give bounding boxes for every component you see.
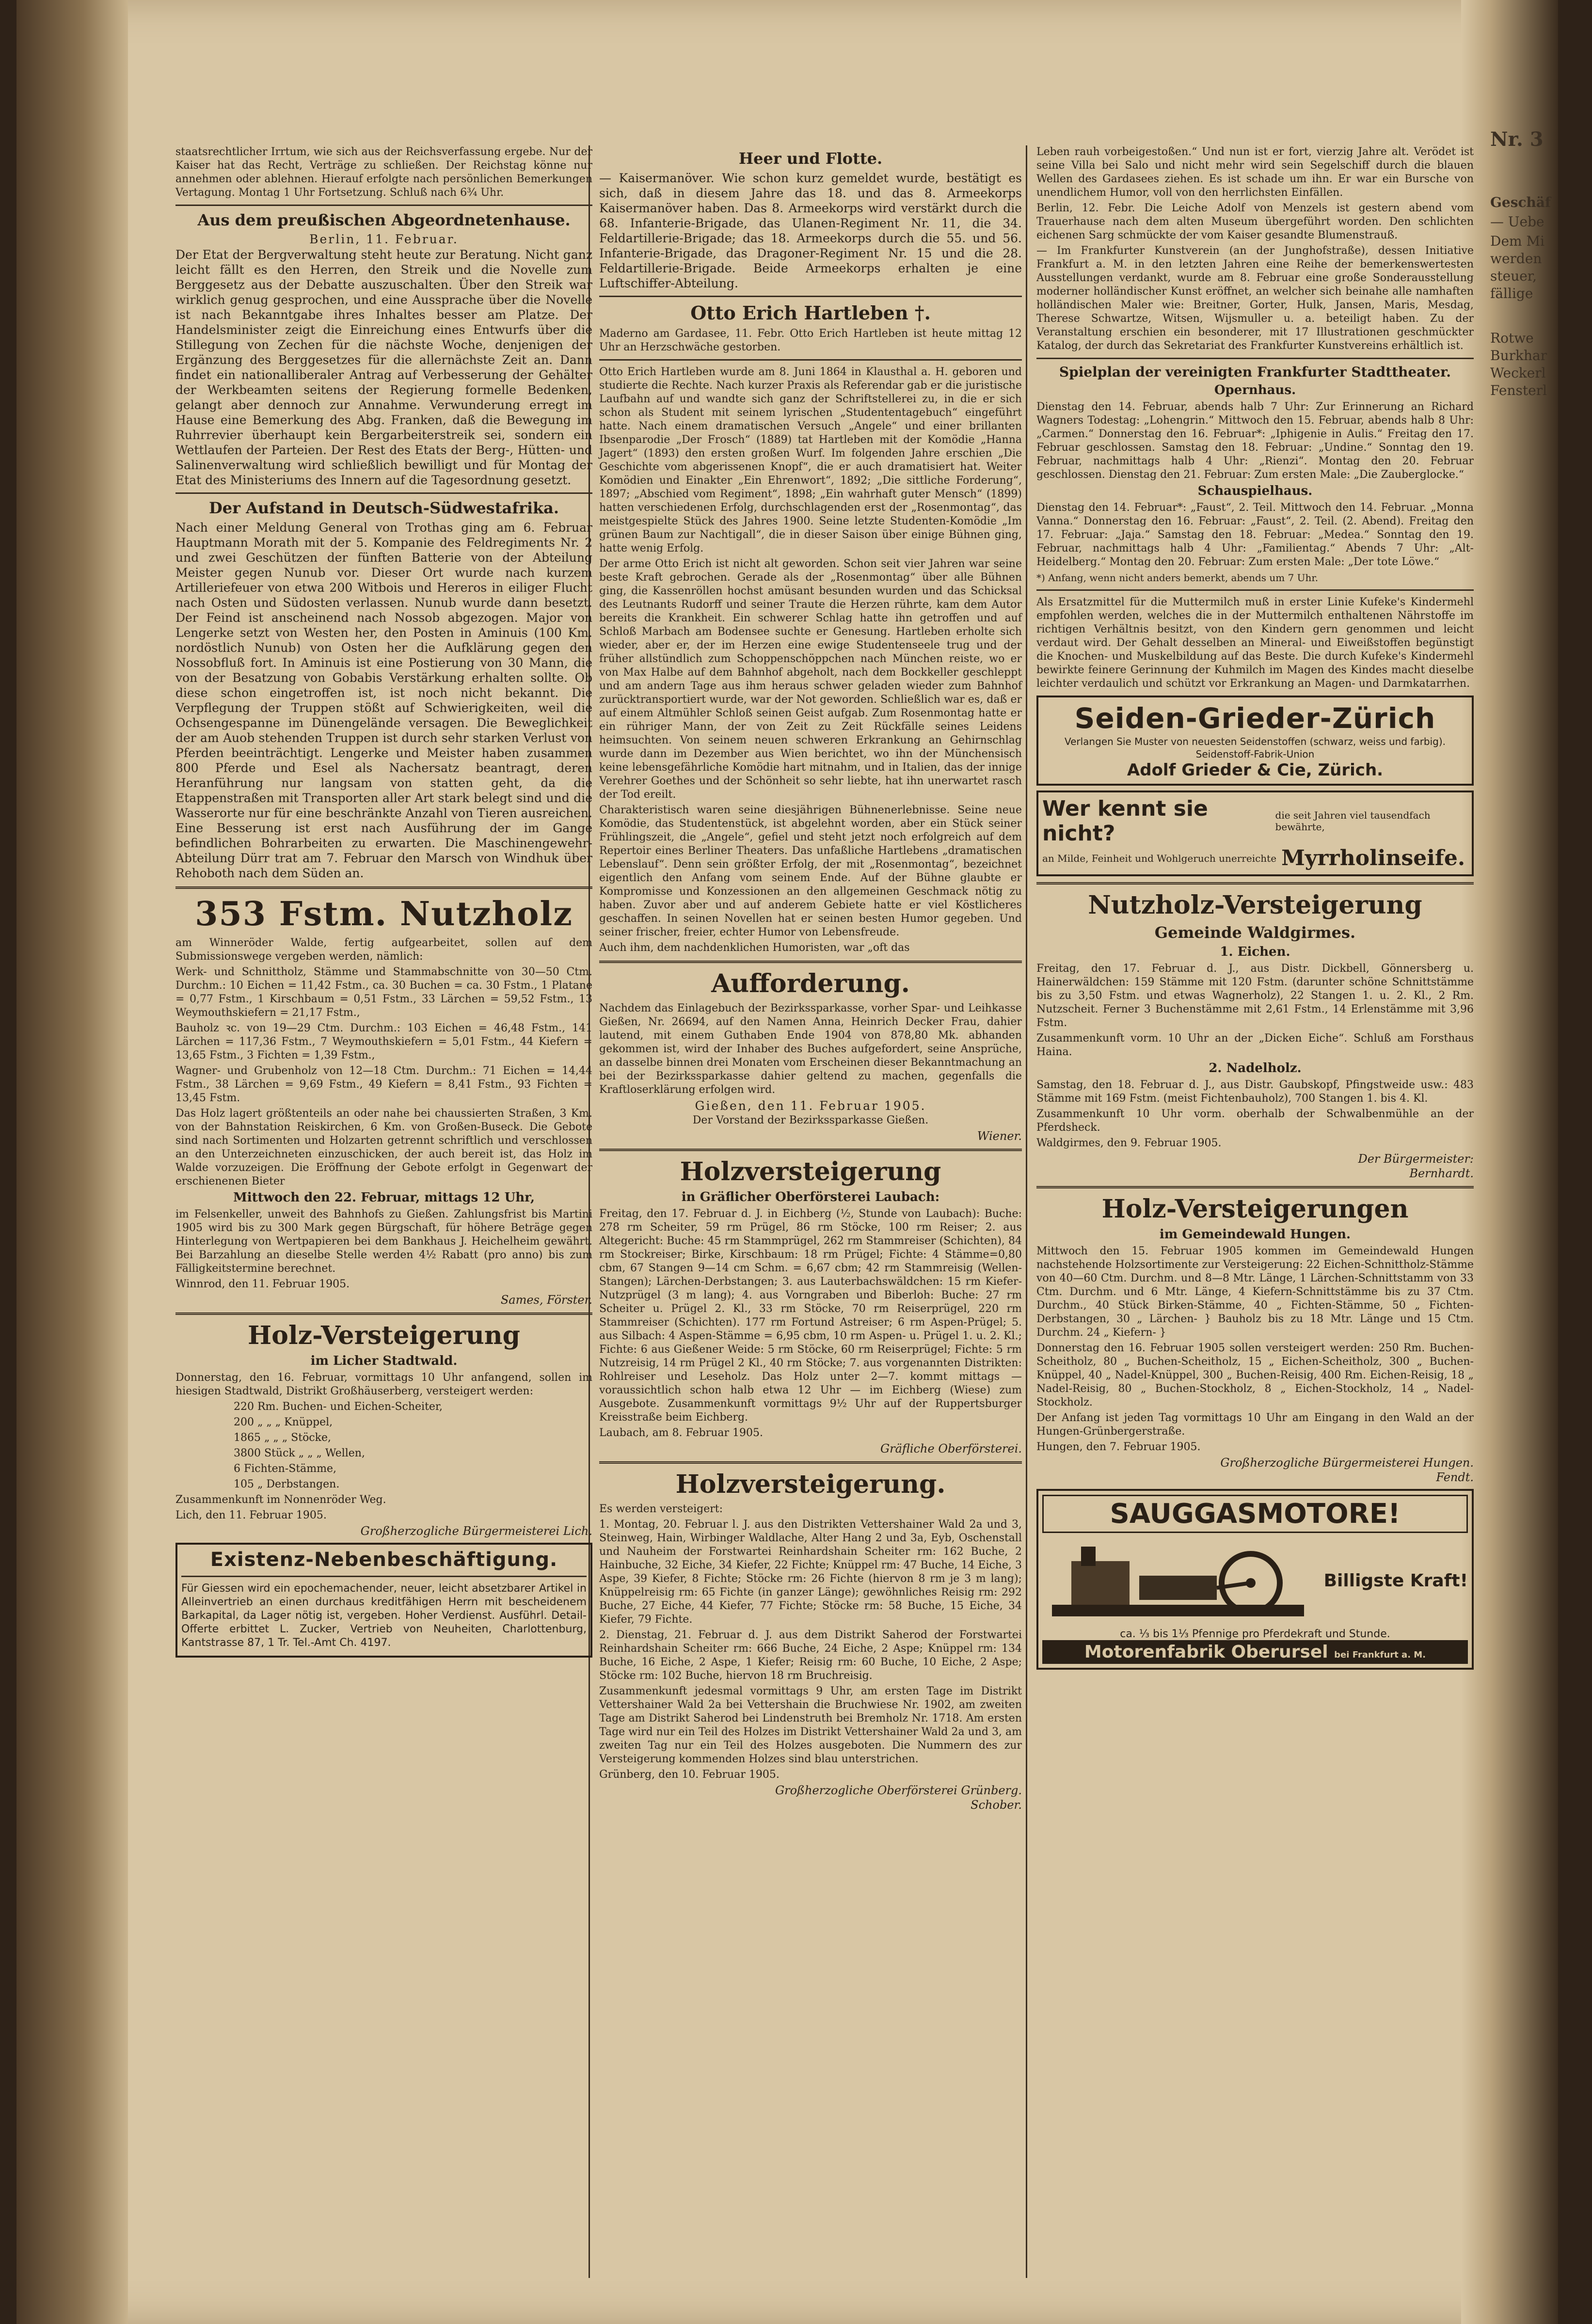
ad-body: Samstag, den 18. Februar d. J., aus Distr. Gaubskopf, Pfingstweide usw.: 483 Stämme mit 169 Fstm. (meist Fichtenbauholz), 700 Stangen 1. bis 4. Kl. (1036, 1079, 1474, 1105)
strip-fragment: Dem Mi (1490, 233, 1545, 249)
article-body: Dienstag den 14. Februar*: „Faust“, 2. Teil. Mittwoch den 14. Februar. „Monna Vanna.“ Donnerstag den 16. Februar: „Faust“, 2. Teil. (2. Abend). Freitag den 17. Februar: „Jaja.“ Samstag den 18. Februar: „Medea.“ Sonntag den 19. Februar, nachmittags halb 4 Uhr: „Familientag.“ Abends 7 Uhr: „Alt-Heidelberg.“ Montag den 20. Februar: Zum ersten Male: „Der tote Löwe.“ (1036, 502, 1474, 568)
newspaper-page (16, 0, 1558, 2324)
divider (181, 1576, 587, 1577)
divider (175, 1312, 592, 1315)
article-heading: Heer und Flotte. (738, 149, 883, 168)
ad-signature: Großherzogliche Bürgermeisterei Hungen. (1220, 1456, 1474, 1470)
item-list (175, 1400, 592, 1491)
divider (175, 205, 592, 206)
ad-tagline: Billigste Kraft! (1323, 1570, 1468, 1591)
ad-body: 1. Montag, 20. Februar l. J. aus den Distrikten Vettershainer Wald 2a und 3, Steinweg, Hain, Wirbinger Waldlache, Alter Hang 2 und 3a, Eyb, Oschenstall und Nauheim der Forstwartei Reinhardshain Scheiter rm: 162 Buche, 2 Hainbuche, 32 Eiche, 34 Kiefer, 22 Fichte; Knüppel rm: 47 Buche, 14 Eiche, 3 Aspe, 39 Kiefer, 8 Fichte; Stöcke rm: 26 Fichte (hiervon 8 rm je 3 m lang); Knüppelreisig rm: 65 Fichte (in ganzer Länge); gewöhnliches Reisig rm: 292 Buche, 27 Eiche, 44 Kiefer, 77 Fichte; Stöcke rm: 58 Buche, 15 Eiche, 34 Kiefer, 79 Fichte. (599, 1518, 1022, 1626)
ad-body: Zusammenkunft 10 Uhr vorm. oberhalb der Schwalbenmühle an der Pferdsheck. (1036, 1108, 1474, 1134)
article-dateline: Maderno am Gardasee, 11. Febr. Otto Erich Hartleben ist heute mittag 12 Uhr an Herzschwäche gestorben. (599, 328, 1022, 353)
ad-signature: Großherzogliche Bürgermeisterei Lich. (360, 1524, 592, 1538)
section-heading: Opernhaus. (1214, 383, 1296, 397)
ad-date: Mittwoch den 22. Februar, mittags 12 Uhr, (233, 1190, 535, 1205)
ad-firm: Adolf Grieder & Cie, Zürich. (1127, 760, 1384, 780)
article-body: Berlin, 12. Febr. Die Leiche Adolf von Menzels ist gestern abend vom Trauerhause nach dem alten Museum übergeführt worden. Den schlichten eichenen Sarg schmückte der vom Kaiser gesandte Blumenstrauß. (1036, 202, 1474, 241)
ad-body: Donnerstag, den 16. Februar, vormittags 10 Uhr anfangend, sollen im hiesigen Stadtwald, Distrikt Großhäuserberg, versteigert werden: (175, 1372, 592, 1397)
ad-heading: Holz-Versteigerungen (1101, 1194, 1409, 1224)
strip-fragment: Nr. 3 (1490, 131, 1544, 148)
ad-body: 2. Dienstag, 21. Februar d. J. aus dem Distrikt Saherod der Forstwartei Reinhardshain Scheiter rm: 666 Buche, 24 Eiche, 2 Aspe; Knüppel rm: 134 Buche, 16 Eiche, 2 Aspe, 1 Kiefer; Reisig rm: 60 Buche, 10 Eiche, 2 Aspe; Stöcke rm: 102 Buche, hiervon 18 rm Bruchreisig. (599, 1629, 1022, 1682)
myrrholin-ad (1036, 790, 1474, 876)
ad-body: Zusammenkunft im Nonnenröder Weg. (175, 1494, 386, 1506)
article-fragment: staatsrechtlicher Irrtum, wie sich aus der Reichsverfassung ergebe. Nur der Kaiser hat das Recht, Verträge zu schließen. Der Reichstag könne nur annehmen oder ablehnen. Hierauf erfolgte nach persönlichen Bemerkungen Vertagung. Montag 1 Uhr Fortsetzung. Schluß nach 6¾ Uhr. (175, 146, 592, 199)
article-body: Auch ihm, dem nachdenklichen Humoristen, war „oft das (599, 942, 910, 954)
article-body: Charakteristisch waren seine diesjährigen Bühnenerlebnisse. Seine neue Komödie, das Studentenstück, ist abgelehnt worden, aber ein Stück seiner Frühlingszeit, die „Angele“, gefiel und steht jetzt noch erfolgreich auf dem Repertoir eines Berliner Theaters. Das unfaßliche Hartlebens „dramatischen Lebenslauf“. Denn sein größter Erfolg, der mit „Rosenmontag“, bezeichnet eigentlich den Anfang vom seinem Ende. Auf der Bühne glaubte er Kompromisse und Konzessionen an den allgemeinen Geschmack nötig zu haben. Zuvor aber und auf anderem Gebiete hatte er viel Köstlicheres geschaffen. In seinen Novellen hat er seinen besten Humor gegeben. Und seiner frischer, freier, echter Humor von Lebensfreude. (599, 804, 1022, 938)
ad-signature: Sames, Förster. (500, 1293, 592, 1307)
ad-firm-location: bei Frankfurt a. M. (1334, 1650, 1426, 1660)
ad-signature: Fendt. (1436, 1470, 1474, 1484)
list-item: 1865 „ „ „ Stöcke, (234, 1432, 331, 1444)
article-fragment: Leben rauh vorbeigestoßen.“ Und nun ist er fort, vierzig Jahre alt. Verödet ist seine Villa bei Salo und nicht mehr wird sein Segelschiff durch die blauen Wellen des Gardasees ziehen. Es ist schade um ihn. Er war ein Bursche von unendlichem Humor, voll von den herrlichsten Einfällen. (1036, 146, 1474, 199)
ad-body: am Winneröder Walde, fertig aufgearbeitet, sollen auf dem Submissionswege vergeben werden, nämlich: (175, 937, 592, 963)
ad-body: Seidenstoff-Fabrik-Union (1195, 748, 1315, 760)
ad-signature: Großherzogliche Oberförsterei Grünberg. (775, 1784, 1022, 1797)
article-heading: Aus dem preußischen Abgeordnetenhause. (197, 211, 571, 229)
list-item: 200 „ „ „ Knüppel, (234, 1416, 333, 1428)
ad-body: Zusammenkunft jedesmal vormittags 9 Uhr, am ersten Tage im Distrikt Vettershainer Wald 2a bei Vettershain die Bruchwiese Nr. 1902, am zweiten Tage am Distrikt Saherod bei Lindenstruth bei Bremholz Nr. 1718. Am ersten Tage wird nur ein Teil des Holzes im Distrikt Vettershainer Wald 2a und 3, am zweiten Tag nur ein Teil des Holzes ausgeboten. Die Nummern des zur Versteigerung kommenden Holzes sind blau unterstrichen. (599, 1685, 1022, 1765)
ad-body: Zusammenkunft vorm. 10 Uhr an der „Dicken Eiche“. Schluß am Forsthaus Haina. (1036, 1032, 1474, 1058)
ad-heading: Seiden-Grieder-Zürich (1074, 702, 1436, 735)
ad-body: Mittwoch den 15. Februar 1905 kommen im Gemeindewald Hungen nachstehende Holzsortimente zur Versteigerung: 22 Eichen-Schnittholz-Stämme von 40—60 Ctm. Durchm. und 8—8 Mtr. Länge, 1 Lärchen-Schnittstamm von 33 Ctm. Durchm. und 6 Mtr. Länge, 4 Kiefern-Schnittstämme bis zu 37 Ctm. Durchm., 40 Stück Birken-Stämme, 40 „ Fichten-Stämme, 50 „ Fichten-Derbstangen, 30 „ Lärchen- } Bauholz bis zu 18 Mtr. Länge und 15 Ctm. Durchm. 24 „ Kiefern- } (1036, 1245, 1474, 1339)
section-heading: 1. Eichen. (1220, 945, 1290, 959)
ad-firm (1042, 1640, 1468, 1664)
divider (175, 886, 592, 889)
strip-fragment: Fensterl (1490, 382, 1547, 398)
section-heading: 2. Nadelholz. (1209, 1061, 1302, 1075)
strip-fragment: Rotwe (1490, 330, 1534, 346)
column-3 (1030, 145, 1481, 1675)
footnote: *) Anfang, wenn nicht anders bemerkt, abends um 7 Uhr. (1036, 572, 1319, 584)
ad-body: Es werden versteigert: (599, 1503, 723, 1515)
ad-body: Freitag, den 17. Februar d. J. in Eichberg (½, Stunde von Laubach): Buche: 278 rm Scheiter, 59 rm Prügel, 86 rm Stöcke, 100 rm Reiser; 2. aus Altegericht: Buche: 45 rm Stammprügel, 262 rm Stammreiser (Schichten), 84 rm Stockreiser; Birke, Kirschbaum: 18 rm Prügel; Fichte: 4 Stämme=0,80 cbm, 67 Stangen 9—14 cm Schm. = 6,67 cbm; 42 rm Stammreisig (Wellen-Stangen); Lärchen-Derbstangen; 3. aus Lauterbachswäldchen: 15 rm Kiefer-Nutzprügel (3 m lang); 4. aus Vorngraben und Biberloh: Buche: 27 rm Scheiter u. Prügel 2. Kl., 33 rm Stöcke, 70 rm Reiserprügel, 220 rm Stammreiser (Schichten). 177 rm Fortund Astreiser; 6 rm Aspen-Prügel; 5. aus Silbach: 4 Aspen-Stämme = 6,95 cbm, 10 rm Aspen- u. Prügel 1. u. 2. Kl.; Fichte: 6 aus Gießener Weide: 5 rm Stöcke, 60 rm Reiserprügel; Fichte: 5 rm Nutzreisig, 14 rm Prügel 2 Kl., 40 rm Stöcke; 7. aus vorgenannten Distrikten: Rohlreiser und Leseholz. Das Holz unter 2—7. kommt mittags — voraussichtlich schon halb etwa 12 Uhr — im Eichberg (Wiese) zum Ausgebote. Zusammenkunft vormittags 9½ Uhr auf der Ruppertsburger Kreisstraße beim Eichberg. (599, 1208, 1022, 1423)
ad-heading: Nutzholz-Versteigerung (1088, 890, 1422, 920)
ad-body: Verlangen Sie Muster von neuesten Seidenstoffen (schwarz, weiss und farbig). (1064, 736, 1446, 747)
sauggasmotore-ad (1036, 1489, 1474, 1670)
strip-fragment: Weckerl (1490, 365, 1546, 381)
ad-heading: Holzversteigerung (680, 1157, 941, 1186)
divider (599, 1461, 1022, 1464)
strip-fragment: — Uebe (1490, 214, 1544, 230)
ad-place: Lich, den 11. Februar 1905. (175, 1509, 327, 1521)
ad-body: Für Giessen wird ein epochemachender, neuer, leicht absetzbarer Artikel in Alleinvertrieb an einen durchaus kreditfähigen Herrn mit bescheidenem Barkapital, da Lager nötig ist, vergeben. Hoher Verdienst. Ausführl. Detail-Offerte erbittet L. Zucker, Vertrieb von Neuheiten, Charlottenburg, Kantstrasse 87, 1 Tr. Tel.-Amt Ch. 4197. (181, 1582, 587, 1649)
divider (1036, 1186, 1474, 1188)
ad-heading: Holzversteigerung. (675, 1470, 946, 1499)
article-heading: Der Aufstand in Deutsch-Südwestafrika. (208, 499, 559, 517)
list-item: 6 Fichten-Stämme, (234, 1463, 337, 1475)
strip-fragment: werden (1490, 251, 1542, 267)
column-2 (592, 145, 1029, 1813)
ad-body: Donnerstag den 16. Februar 1905 sollen versteigert werden: 250 Rm. Buchen-Scheitholz, 80 „ Buchen-Scheitholz, 15 „ Eichen-Scheitholz, 300 „ Buchen-Knüppel, 40 „ Nadel-Knüppel, 300 „ Buchen-Reisig, 400 Rm. Eichen-Reisig, 18 „ Nadel-Reisig, 80 „ Buchen-Stockholz, 8 „ Eichen-Stockholz, 14 „ Nadel-Stockholz. (1036, 1342, 1474, 1408)
ad-body: an Milde, Feinheit und Wohlgeruch unerreichte (1042, 852, 1277, 864)
ad-signature: Gräfliche Oberförsterei. (880, 1442, 1022, 1455)
ad-heading: SAUGGASMOTORE! (1042, 1495, 1468, 1533)
divider (599, 359, 1022, 361)
divider (599, 1149, 1022, 1151)
article-body: Der Etat der Bergverwaltung steht heute zur Beratung. Nicht ganz leicht fällt es den Herren, den Streik und die Novelle zum Berggesetz aus der Debatte auszuschalten. Über den Streik war wirklich genug gesprochen, und eine Aussprache über die Novelle ist nach Bekanntgabe ihres Inhaltes besser am Platze. Der Handelsminister zeigt die Einreichung eines Entwurfs über die Stillegung von Zechen für die nächste Woche, denjenigen der Ergänzung des Berggesetzes für die allernächste Zeit an. Dann findet ein nationalliberaler Antrag auf Verbesserung der Gehälter der Werkbeamten seitens der Regierung formelle Bedenken, gelangt aber dennoch zur Annahme. Verwunderung erregt im Hause eine Bemerkung des Abg. Franken, daß die Bewegung im Ruhrrevier überhaupt kein Bergarbeiterstreik sei, sondern ein Wettlaufen der Parteien. Der Rest des Etats der Berg-, Hütten- und Salinenverwaltung wird schließlich bewilligt und für Montag der Etat des Ministeriums des Innern auf die Tagesordnung gesetzt. (175, 248, 592, 487)
list-item: 105 „ Derbstangen. (234, 1478, 340, 1490)
ad-body: Wagner- und Grubenholz von 12—18 Ctm. Durchm.: 71 Eichen = 14,44 Fstm., 38 Lärchen = 9,69 Fstm., 49 Kiefern = 8,41 Fstm., 93 Fichten = 13,45 Fstm. (175, 1065, 592, 1104)
article-heading: Spielplan der vereinigten Frankfurter Stadttheater. (1059, 364, 1451, 380)
ad-place: Waldgirmes, den 9. Februar 1905. (1036, 1137, 1222, 1149)
divider (1036, 589, 1474, 591)
ad-body: Das Holz lagert größtenteils an oder nahe bei chaussierten Straßen, 3 Km. von der Bahnstation Reiskirchen, 6 Km. von Großen-Buseck. Die Gebote sind nach Sortimenten und Holzarten getrennt schriftlich und verschlossen an den Unterzeichneten einzuschicken, der auch bereit ist, das Holz im Walde vorzuzeigen. Die Eröffnung der Gebote erfolgt in Gegenwart der erschienenen Bieter (175, 1107, 592, 1187)
ad-place: Laubach, am 8. Februar 1905. (599, 1427, 763, 1439)
article-body: Nach einer Meldung General von Trothas ging am 6. Februar Hauptmann Morath mit der 5. Kompanie des Feldregiments Nr. 2 und zwei Geschützen der fünften Batterie von der Abteilung Meister gegen Nunub vor. Dieser Ort wurde nach kurzem Artilleriefeuer von etwa 200 Witbois und Hereros in eiliger Flucht nach Osten und Südosten verlassen. Nunub wurde dann besetzt. Der Feind ist anscheinend nach Nossob abgezogen. Major von Lengerke setzt von Westen her, den Posten in Aminuis (100 Km. nordöstlich Nunub) von Osten her die Aufklärung gegen den Nossobfluß fort. In Aminuis ist eine Postierung von 30 Mann, die von der Besatzung von Gobabis Verstärkung erhalten sollte. Ob diese schon eingetroffen ist, ist noch nicht bekannt. Die Verpflegung der Truppen stößt auf Schwierigkeiten, weil die Ochsengespanne im Dünengelände versagen. Die Beweglichkeit der am Auob stehenden Truppen ist durch sehr starken Verlust von Pferden beeinträchtigt. Lengerke und Meister haben zusammen 800 Pferde und Esel als Nachersatz beantragt, deren Heranführung nur langsam von statten geht, da die Etappenstraßen mit Transporten aller Art stark belegt sind und die Wasserorte nur für eine beschränkte Anzahl von Tieren ausreichen. Eine Besserung ist erst nach Ausführung der im Gange befindlichen Bohrarbeiten zu erwarten. Die Maschinengewehr-Abteilung Dürr trat am 7. Februar den Marsch von Windhuk über Rehoboth nach dem Süden an. (175, 521, 592, 880)
ad-place: Grünberg, den 10. Februar 1905. (599, 1769, 780, 1781)
binding-gutter (16, 0, 128, 2324)
ad-place: Winnrod, den 11. Februar 1905. (175, 1278, 350, 1290)
article-body: Otto Erich Hartleben wurde am 8. Juni 1864 in Klausthal a. H. geboren und studierte die Rechte. Nach kurzer Praxis als Referendar gab er die juristische Laufbahn auf und wandte sich ganz der Schriftstellerei zu, in die er sich schon als Student mit seinem lyrischen „Studententagebuch“ eingeführt hatte. Nach einem dramatischen Versuch „Angele“ und einer brillanten Ibsenparodie „Der Frosch“ (1889) tat Hartleben mit der Komödie „Hanna Jagert“ (1893) den ersten großen Wurf. Im folgenden Jahre erschien „Die Geschichte vom abgerissenen Knopf“, die er auch dramatisiert hat. Weiter Komödien und Einakter „Ein Ehrenwort“, 1892; „Die sittliche Forderung“, 1897; „Abschied vom Regiment“, 1898; „Ein wahrhaft guter Mensch“ (1899) hatten verschiedenen Erfolg, durchschlagenden erst der „Rosenmontag“, das meistgespielte Stück des Jahres 1900. Seine letzte Studenten-Komödie „Im grünen Baum zur Nachtigall“, die in dieser Saison über einige Bühnen ging, hatte wenig Erfolg. (599, 366, 1022, 554)
divider (599, 296, 1022, 297)
ad-body: Freitag, den 17. Februar d. J., aus Distr. Dickbell, Gönnersberg u. Hainerwäldchen: 159 Stämme mit 120 Fstm. (darunter schöne Schnittstämme bis zu 3,50 Fstm. und etwas Wagnerholz), 22 Stangen 1. u. 2. Kl., 2 Rm. Nutzscheit. Ferner 3 Buchenstämme mit 2,61 Fstm., 14 Erlenstämme mit 3,96 Fstm. (1036, 963, 1474, 1029)
ad-body: die seit Jahren viel tausendfach bewährte, (1275, 809, 1431, 833)
ad-place: Hungen, den 7. Februar 1905. (1036, 1441, 1201, 1453)
ad-firm-name: Motorenfabrik Oberursel (1084, 1642, 1328, 1662)
ad-body: im Felsenkeller, unweit des Bahnhofs zu Gießen. Zahlungsfrist bis Martini 1905 wird bis zu 300 Mark gegen Bürgschaft, für höhere Beträge gegen Hinterlegung von Wertpapieren bei dem Bankhaus J. Heichelheim gewährt. Bei Barzahlung an dieselbe Stelle werden 4½ Rabatt (pro anno) bis zum Fälligkeitstermine berechnet. (175, 1208, 592, 1275)
article-body: Dienstag den 14. Februar, abends halb 7 Uhr: Zur Erinnerung an Richard Wagners Todestag: „Lohengrin.“ Mittwoch den 15. Februar, abends halb 8 Uhr: „Carmen.“ Donnerstag den 16. Februar*: „Iphigenie in Aulis.“ Freitag den 17. Februar geschlossen. Samstag den 18. Februar: „Undine.“ Sonntag den 19. Februar, nachmittags halb 4 Uhr: „Rienzi“. Montag den 20. Februar geschlossen. Dienstag den 21. Februar: Zum ersten Male: „Die Zauberglocke.“ (1036, 401, 1474, 481)
ad-heading: Existenz-Nebenbeschäftigung. (210, 1549, 558, 1571)
column-1 (175, 145, 592, 1662)
ad-signature: Der Vorstand der Bezirkssparkasse Gießen. (692, 1114, 929, 1126)
ad-product: Myrrholinseife. (1281, 846, 1465, 870)
ad-subheading: in Gräflicher Oberförsterei Laubach: (681, 1190, 940, 1204)
strip-fragment: Burkhar (1490, 348, 1547, 364)
ad-subheading: Gemeinde Waldgirmes. (1154, 923, 1356, 942)
strip-fragment: Geschäf (1490, 194, 1551, 210)
ad-signature: Schober. (971, 1798, 1022, 1812)
article-heading: Otto Erich Hartleben †. (690, 302, 931, 324)
list-item: 220 Rm. Buchen- und Eichen-Scheiter, (234, 1401, 443, 1413)
strip-fragment: fällige (1490, 285, 1533, 301)
divider (1036, 358, 1474, 359)
strip-fragment: steuer, (1490, 268, 1537, 284)
ad-heading: Wer kennt sie nicht? (1042, 796, 1208, 846)
list-item: 3800 Stück „ „ „ Wellen, (234, 1447, 365, 1459)
article-body: — Kaisermanöver. Wie schon kurz gemeldet wurde, bestätigt es sich, daß in diesem Jahre das 18. und das 8. Armeekorps Kaisermanöver haben. Das 8. Armeekorps wird verstärkt durch die 68. Infanterie-Brigade, das Ulanen-Regiment Nr. 11, die 34. Feldartillerie-Brigade; das 18. Armeekorps durch die 55. und 56. Infanterie-Brigade, das Dragoner-Regiment Nr. 15 und die 28. Feldartillerie-Brigade. Beide Armeekorps erhalten je eine Luftschiffer-Abteilung. (599, 171, 1022, 290)
ad-body: Werk- und Schnittholz, Stämme und Stammabschnitte von 30—50 Ctm. Durchm.: 10 Eichen = 11,42 Fstm., ca. 30 Buchen = ca. 30 Fstm., 1 Platane = 0,77 Fstm., 1 Kirschbaum = 0,51 Fstm., 33 Lärchen = 59,52 Fstm., 13 Weymouthskiefern = 21,17 Fstm., (175, 966, 592, 1019)
ad-subheading: im Licher Stadtwald. (310, 1354, 458, 1368)
dateline: Berlin, 11. Februar. (309, 232, 459, 246)
ad-body: Der Anfang ist jeden Tag vormittags 10 Uhr am Eingang in den Wald an der Hungen-Grünbergerstraße. (1036, 1412, 1474, 1438)
divider (599, 961, 1022, 963)
ad-signature: Der Bürgermeister: (1358, 1152, 1474, 1166)
divider (175, 492, 592, 494)
ad-body: Bauholz ꝛc. von 19—29 Ctm. Durchm.: 103 Eichen = 46,48 Fstm., 141 Lärchen = 117,36 Fstm., 7 Weymouthskiefern = 5,01 Fstm., 44 Kiefern = 13,65 Fstm., 3 Fichten = 1,39 Fstm., (175, 1022, 592, 1061)
ad-place: Gießen, den 11. Februar 1905. (695, 1099, 926, 1113)
ad-signature: Bernhardt. (1409, 1167, 1474, 1180)
gas-engine-illustration-icon (1042, 1537, 1314, 1624)
ad-signature: Wiener. (977, 1129, 1022, 1143)
ad-subheading: im Gemeindewald Hungen. (1159, 1227, 1351, 1242)
ad-body: ca. ⅓ bis 1⅓ Pfennige pro Pferdekraft und Stunde. (1120, 1628, 1390, 1640)
section-heading: Schauspielhaus. (1197, 484, 1313, 498)
seiden-grieder-ad (1036, 696, 1474, 786)
article-body: Der arme Otto Erich ist nicht alt geworden. Schon seit vier Jahren war seine beste Kraft gebrochen. Gerade als der „Rosenmontag“ über alle Bühnen ging, die Kassenröllen hochst amüsant besunden wurden und das Schicksal des Leutnants Rudorff und seiner Traute die Herzen rührte, kam dem Autor bereits die Krankheit. Ein schwerer Schlag hatte ihn getroffen und auf Schloß Marbach am Bodensee suchte er Genesung. Hartleben erholte sich wieder, aber er, der im Herzen eine ewige Studentenseele trug und der früher allstündlich zum Schoppenschöppchen nach München reiste, wo er von Max Halbe auf dem Bahnhof abgeholt, nach dem Bockkeller geschleppt und am andern Tage aus ihm heraus schwer geladen wieder zum Bahnhof zurücktransportiert wurde, war der Not geworden. Schließlich war es, daß er auf einem Altmühler Schloß seinen Geist aufgab. Zum Rosenmontag hatte er ein rühriger Mann, der von Zeit zu Zeit Rückfälle seines Leidens heimsuchten. Von seinem neuen schweren Erkrankung an Gehirnschlag wurde dann im Dezember aus Wien berichtet, wo ihn der Münchensisch keine lebensgefährliche Komödie hart mitnahm, und in Italien, das der innige Verehrer Goethes und der Schönheit so sehr liebte, hat ihn unerwartet rasch der Tod ereilt. (599, 558, 1022, 801)
article-body: Als Ersatzmittel für die Muttermilch muß in erster Linie Kufeke's Kindermehl empfohlen werden, welches die in der Muttermilch enthaltenen Nährstoffe im richtigen Verhältnis besitzt, von den Kindern gern genommen und leicht verdaut wird. Der Gehalt desselben an Mineral- und Eiweißstoffen begünstigt die Knochen- und Muskelbildung auf das Beste. Die durch Kufeke's Kindermehl bewirkte feinere Gerinnung der Kuhmilch im Magen des Kindes macht dieselbe leichter verdaulich und schützt vor Erkrankung an Magen- und Darmkatarrhen. (1036, 596, 1474, 690)
ad-heading: Holz-Versteigerung (248, 1321, 520, 1350)
existenz-ad (175, 1543, 592, 1658)
ad-body: Nachdem das Einlagebuch der Bezirkssparkasse, vorher Spar- und Leihkasse Gießen, Nr. 26694, auf den Namen Anna, Heinrich Decker Frau, dahier lautend, mit einem Guthaben Ende 1904 von 878,80 Mk. abhanden gekommen ist, wird der Inhaber des Buches aufgefordert, seine Ansprüche, an dasselbe binnen drei Monaten vom Erscheinen dieser Bekanntmachung an bei der Bezirkssparkasse dahier geltend zu machen, gegenfalls die Kraftloserklärung erfolgen wird. (599, 1002, 1022, 1096)
article-body: — Im Frankfurter Kunstverein (an der Junghofstraße), dessen Initiative Frankfurt a. M. in den letzten Jahren eine Reihe der bemerkenswertesten Ausstellungen verdankt, wurde am 8. Februar eine große Sonderausstellung moderner holländischer Kunst eröffnet, an welcher sich beinahe alle namhaften holländischen Maler wie: Breitner, Gorter, Hulk, Jansen, Maris, Mesdag, Therese Schwartze, Witsen, Wijsmuller u. a. beteiligt haben. Zu der Veranstaltung erschien ein besonderer, mit 17 Illustrationen geschmückter Katalog, der durch das Sekretariat des Frankfurter Kunstvereins erhältlich ist. (1036, 245, 1474, 352)
ad-heading: 353 Fstm. Nutzholz (195, 895, 573, 933)
divider (1036, 882, 1474, 885)
ad-heading: Aufforderung. (711, 969, 910, 998)
